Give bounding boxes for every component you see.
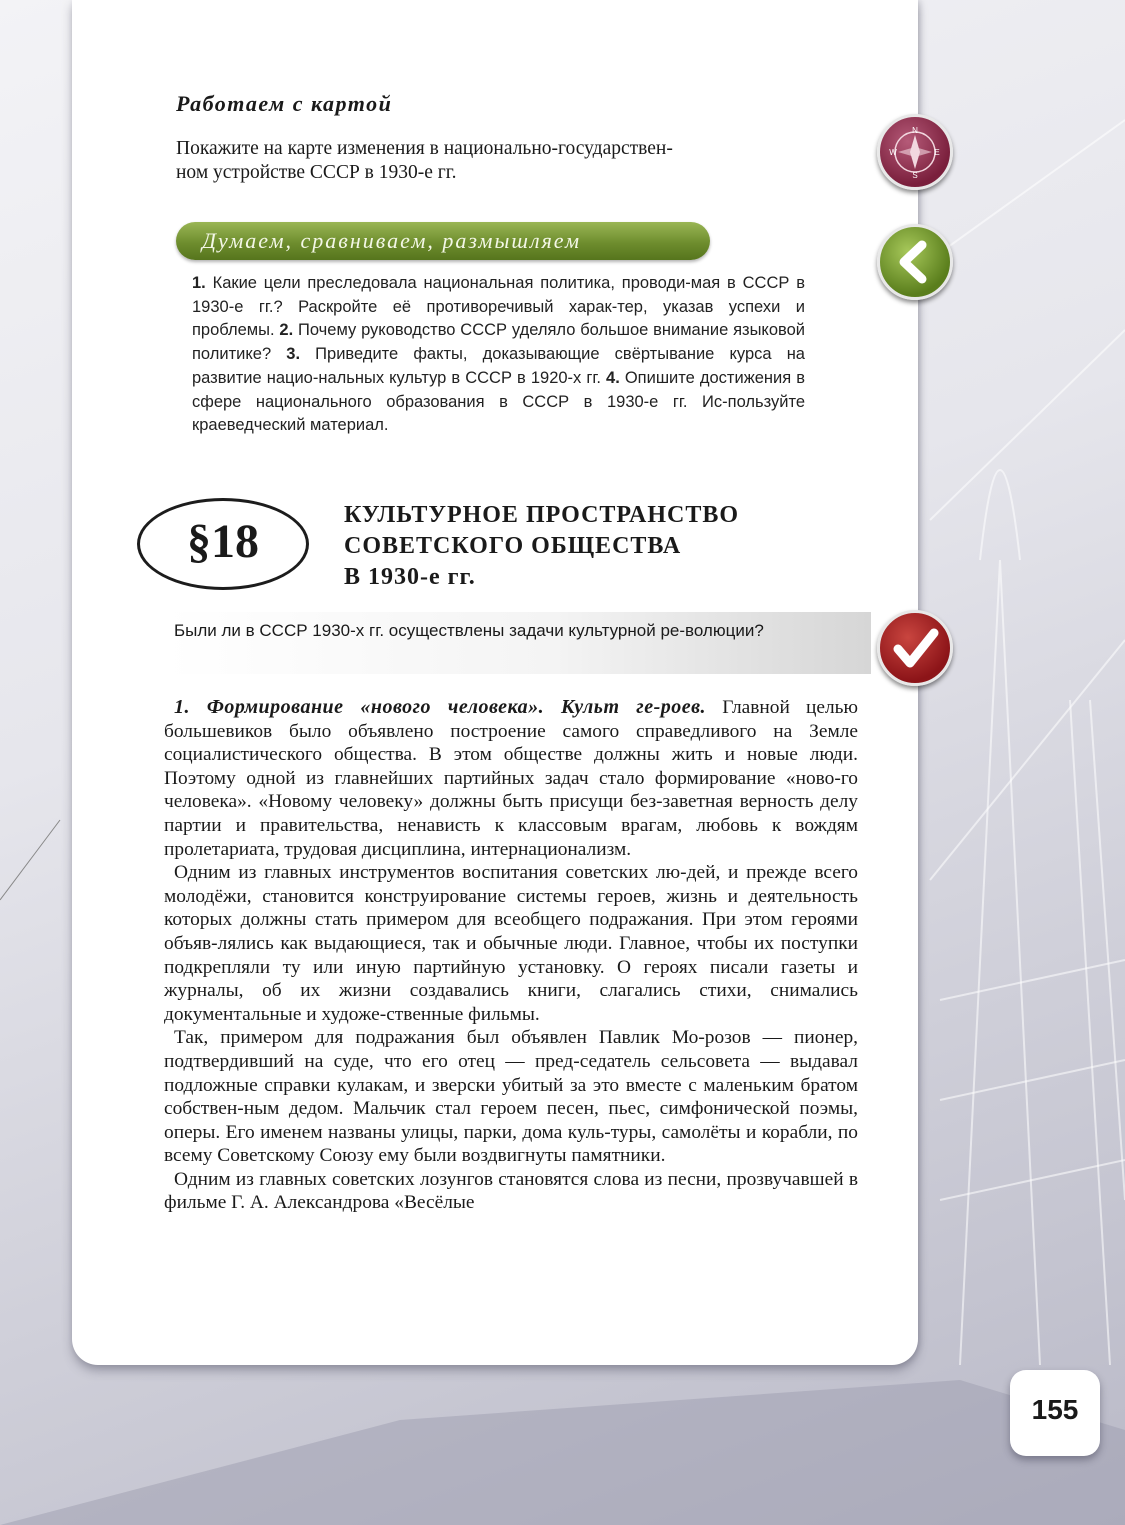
checkmark-icon[interactable] bbox=[877, 610, 953, 686]
question-4-number: 4. bbox=[606, 368, 620, 387]
map-task-heading: Работаем с картой bbox=[176, 91, 393, 116]
compass-icon[interactable] bbox=[877, 114, 953, 190]
back-arrow-icon[interactable] bbox=[877, 224, 953, 300]
svg-text:W: W bbox=[889, 148, 897, 157]
map-task-line-1: Покажите на карте изменения в национально-государствен- bbox=[176, 138, 673, 159]
body-paragraph-4: Одним из главных советских лозунгов становятся слова из песни, прозвучавшей в фильме Г. А. Александрова «Весёлые bbox=[164, 1168, 858, 1214]
paragraph-number: §18 bbox=[187, 515, 259, 568]
svg-text:N: N bbox=[912, 126, 918, 135]
question-4: Опишите достижения в сфере национального образования в СССР в 1930-е гг. Ис-пользуйте краеведческий материал. bbox=[192, 368, 805, 435]
question-1-number: 1. bbox=[192, 274, 206, 292]
key-question: Были ли в СССР 1930-х гг. осуществлены задачи культурной ре-волюции? bbox=[174, 621, 764, 640]
page-number-tab bbox=[1010, 1370, 1100, 1456]
map-task-line-2: ном устройстве СССР в 1930-е гг. bbox=[176, 161, 457, 183]
svg-text:E: E bbox=[934, 148, 940, 157]
question-2: Почему руководство СССР уделяло большое внимание языковой политике? bbox=[192, 321, 805, 364]
chapter-title-line-1: КУЛЬТУРНОЕ ПРОСТРАНСТВО bbox=[344, 502, 740, 528]
question-3: Приведите факты, доказывающие свёртывание курса на развитие нацио-нальных культур в СССР в 1920-х гг. bbox=[192, 345, 805, 387]
page-number: 155 bbox=[1031, 1394, 1079, 1425]
think-questions bbox=[192, 272, 805, 438]
paragraph-number-badge bbox=[137, 498, 309, 590]
svg-text:S: S bbox=[912, 171, 918, 180]
section-subheading: 1. Формирование «нового человека». Культ ге-роев. bbox=[174, 696, 707, 718]
body-paragraph-3: Так, примером для подражания был объявлен Павлик Мо-розов — пионер, подтвердивший на суде, что его отец — пред-седатель сельсовета — выдавал подложные справки кулакам, и зверски убитый за это вместе с маленьким братом собствен-ным дедом. Мальчик стал героем песен, пьес, симфонической поэмы, оперы. Его именем названы улицы, парки, дома куль-туры, самолёты и корабли, по всему Советскому Союзу ему были воздвигнуты памятники. bbox=[164, 1027, 858, 1167]
chapter-title bbox=[344, 500, 739, 593]
main-body-text bbox=[164, 696, 858, 1215]
chapter-title-line-2: СОВЕТСКОГО ОБЩЕСТВА bbox=[344, 533, 682, 559]
map-task-text bbox=[176, 137, 856, 184]
body-paragraph-1 bbox=[164, 696, 858, 861]
question-3-number: 3. bbox=[286, 345, 301, 364]
think-section-title: Думаем, сравниваем, размышляем bbox=[202, 228, 582, 253]
body-paragraph-1-text: Главной целью большевиков было объявлено построение самого справедливого на Земле социалистического общества. В этом обществе должны жить и новые люди. Поэтому одной из главнейших партийных задач стало формирование «ново-го человека». «Новому человеку» должны быть присущи без-заветная верность делу партии и правительства, ненависть к классовым врагам, любовь к вождям пролетариата, трудовая дисциплина, интернационализм. bbox=[164, 697, 858, 860]
question-2-number: 2. bbox=[279, 321, 294, 340]
body-paragraph-2: Одним из главных инструментов воспитания советских лю-дей, и прежде всего молодёжи, становится конструирование системы героев, жизнь и деятельность которых должны стать примером для всеобщего подражания. При этом героями объяв-лялись как выдающиеся, так и обычные люди. Главное, чтобы их поступки подкрепляли ту или иную партийную установку. О героях писали газеты и журналы, об их жизни создавались книги, слагались стихи, снимались документальные и художе-ственные фильмы. bbox=[164, 862, 858, 1025]
chapter-title-line-3: В 1930-е гг. bbox=[344, 564, 476, 590]
think-section-banner bbox=[176, 222, 710, 260]
question-1: Какие цели преследовала национальная политика, проводи-мая в СССР в 1930-е гг.? Раскройте её противоречивый харак-тер, указав успехи и проблемы. bbox=[192, 274, 805, 340]
